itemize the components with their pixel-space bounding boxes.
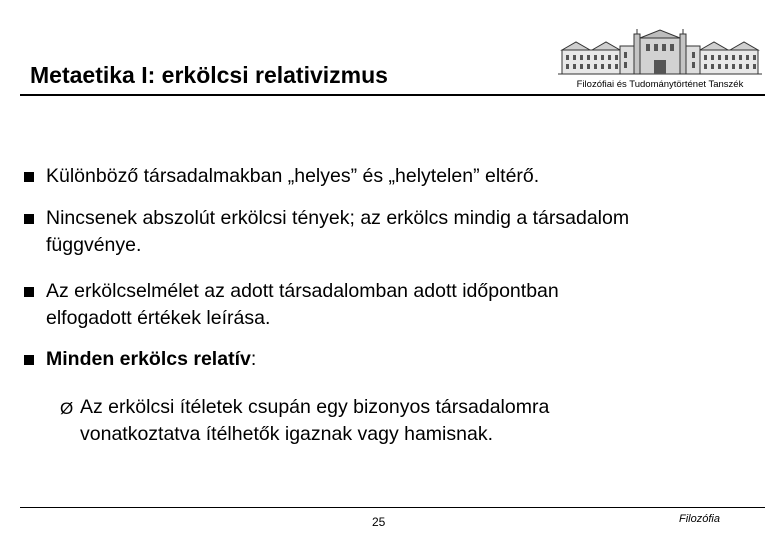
- slide-title: Metaetika I: erkölcsi relativizmus: [30, 62, 388, 88]
- bullet-text: Különböző társadalmakban „helyes” és „helytelen” eltérő.: [46, 165, 540, 187]
- square-bullet-icon: [24, 214, 34, 224]
- footer-label: Filozófia: [679, 513, 720, 525]
- bullet-text-line1: Nincsenek abszolút erkölcsi tények; az erkölcs mindig a társadalom: [46, 207, 630, 229]
- page-number: 25: [372, 515, 386, 529]
- square-bullet-icon: [24, 172, 34, 182]
- bullet-text-line1: Az erkölcselmélet az adott társadalomban adott időpontban: [46, 280, 559, 302]
- square-bullet-icon: [24, 287, 34, 297]
- bullet-text: [46, 347, 766, 372]
- department-caption: Filozófiai és Tudománytörténet Tanszék: [576, 79, 744, 90]
- bullet-text-colon: :: [250, 348, 257, 370]
- sub-bullet-text-line1: Az erkölcsi ítéletek csupán egy bizonyos társadalomra: [80, 396, 550, 418]
- footer-divider: [20, 507, 765, 508]
- arrow-bullet-icon: Ø: [60, 399, 74, 418]
- bullet-text-line2: elfogadott értékek leírása.: [46, 307, 271, 329]
- square-bullet-icon: [24, 355, 34, 365]
- building-illustration: [556, 28, 764, 82]
- bullet-text-bold: Minden erkölcs relatív: [46, 348, 251, 370]
- bullet-text-line2: függvénye.: [46, 234, 142, 256]
- title-divider: [20, 94, 765, 96]
- university-building-logo: [556, 28, 764, 98]
- sub-bullet-text-line2: vonatkoztatva ítélhetők igaznak vagy hamisnak.: [80, 423, 493, 445]
